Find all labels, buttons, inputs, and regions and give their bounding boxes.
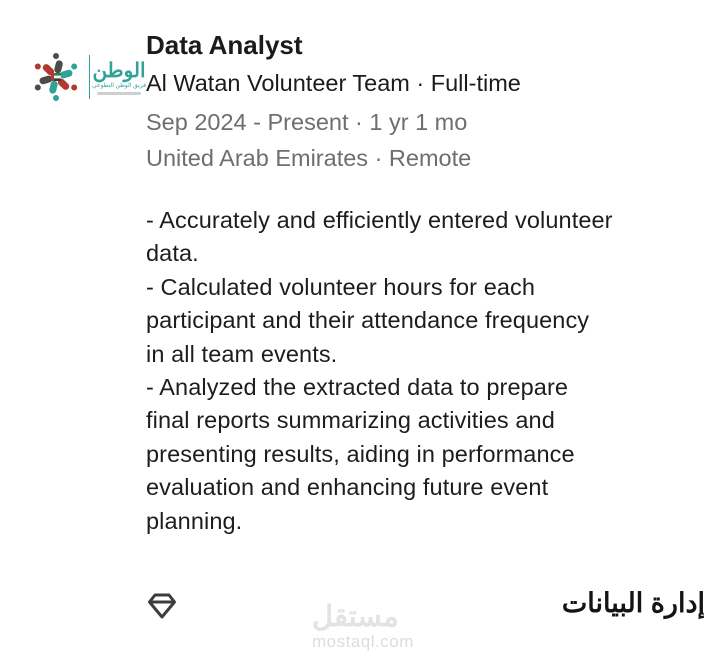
logo-wordmark: الوطن	[92, 59, 146, 82]
date-range: Sep 2024 - Present · 1 yr 1 mo	[146, 109, 468, 135]
logo-microtext-bar	[97, 92, 141, 95]
description-line: - Analyzed the extracted data to prepare	[146, 374, 569, 401]
logo-divider	[89, 55, 90, 99]
description-line: in all team events.	[146, 340, 338, 367]
logo-subtitle: فريق الوطن التطوعي	[91, 82, 147, 89]
company-logo[interactable]	[28, 50, 147, 104]
description-line: presenting results, aiding in performance	[146, 440, 575, 467]
location-and-worktype: United Arab Emirates · Remote	[146, 145, 472, 171]
job-title: Data Analyst	[146, 30, 303, 60]
description-line: - Calculated volunteer hours for each	[146, 273, 536, 300]
description-line: planning.	[146, 507, 243, 534]
description-line: final reports summarizing activities and	[146, 407, 555, 434]
skill-label[interactable]: إدارة البيانات	[561, 588, 705, 618]
watermark-domain: mostaql.com	[312, 632, 414, 651]
job-description	[146, 204, 711, 538]
company-and-employment-type: Al Watan Volunteer Team · Full-time	[146, 70, 521, 96]
alwatan-emblem-icon	[28, 50, 84, 104]
description-line: - Accurately and efficiently entered volunteer	[146, 207, 613, 233]
diamond-skill-icon[interactable]	[146, 591, 178, 621]
description-line: evaluation and enhancing future event	[146, 474, 549, 501]
uae-flag-icon	[51, 73, 61, 81]
mostaql-watermark	[312, 601, 414, 650]
description-line: participant and their attendance frequency	[146, 307, 590, 334]
watermark-arabic: مستقل	[312, 601, 399, 633]
description-line: data.	[146, 240, 199, 267]
